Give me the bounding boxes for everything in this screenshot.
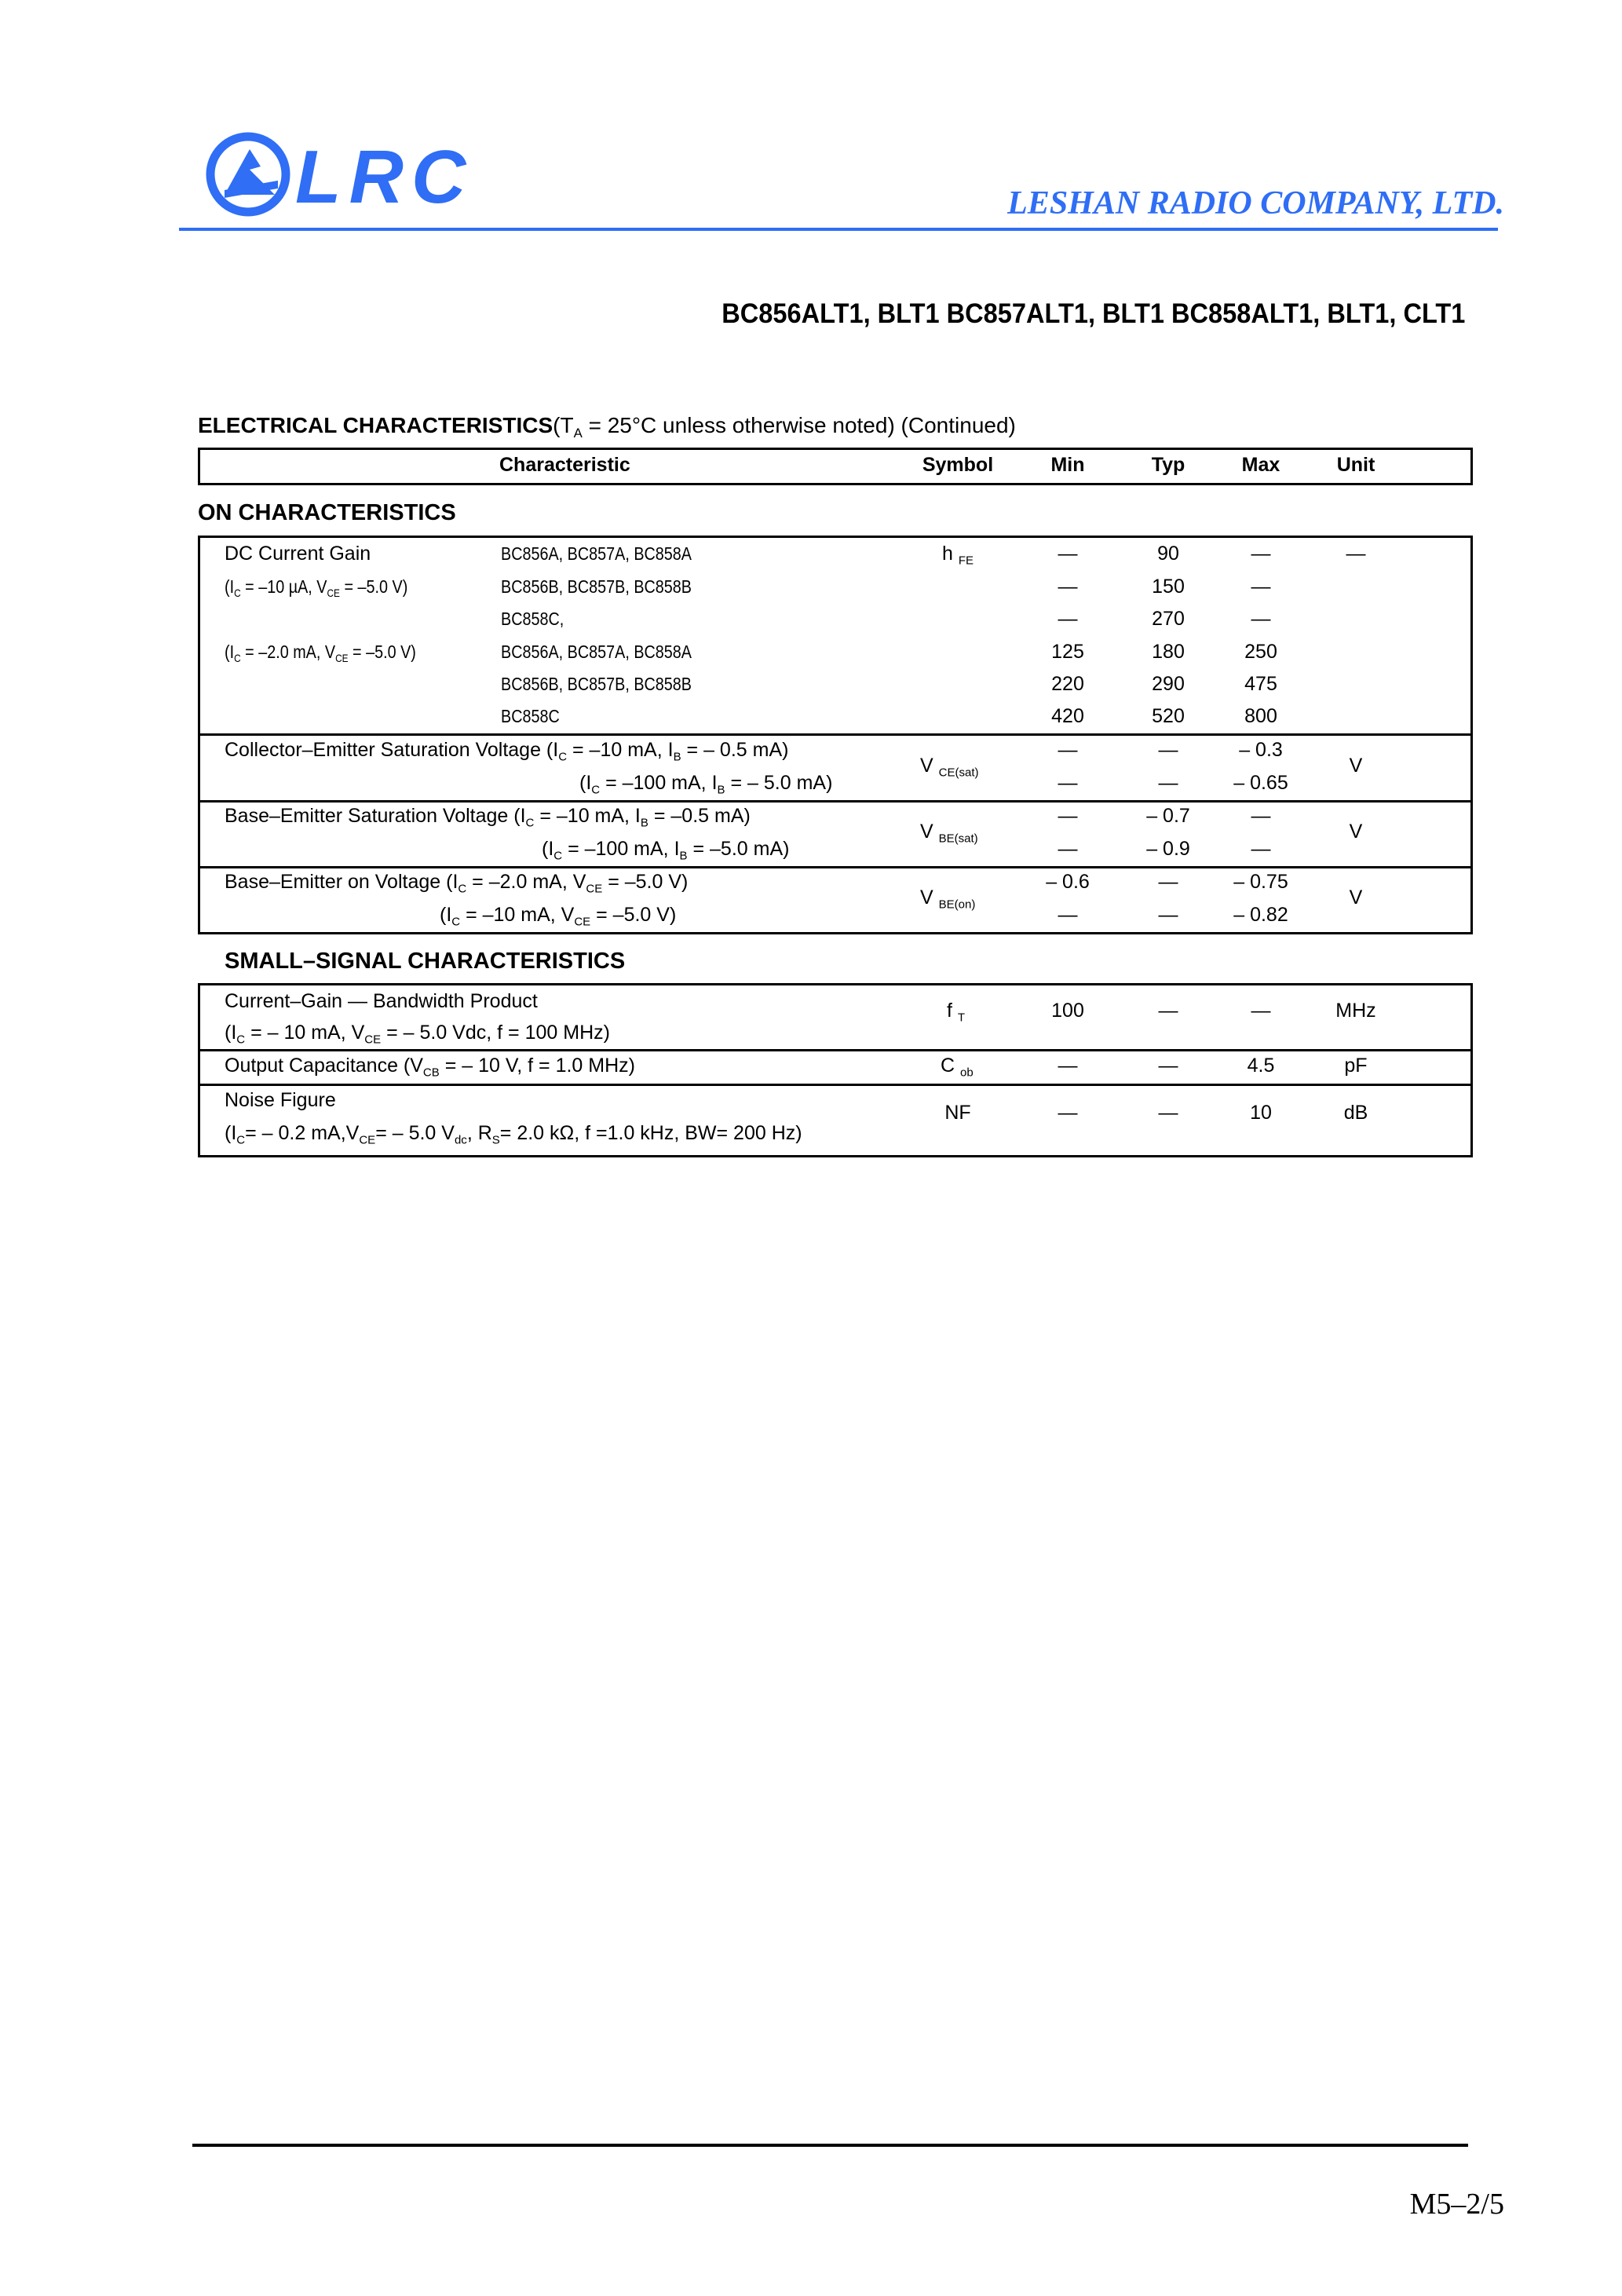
row-divider [198,733,1473,736]
vce-sat-symbol: V $_{CE(sat)}$ [920,755,979,780]
vce-sat-max: – 0.65 [1233,772,1288,794]
vbe-sat-max: — [1251,838,1271,860]
dc-gain-max: 800 [1244,705,1277,727]
lrc-logo [203,126,485,228]
vbe-on-max: – 0.75 [1233,871,1288,893]
vbe-on-line-1: Base–Emitter on Voltage ($I_C = -2.0$ mA, $V_{CE} = -5.0$ V) [225,871,689,896]
nf-min: — [1058,1102,1078,1124]
cob-min: — [1058,1055,1078,1077]
vbe-sat-unit: V [1349,821,1363,843]
cob-unit: pF [1344,1055,1368,1077]
dc-gain-typ: 180 [1152,641,1185,663]
dc-gain-min: 220 [1051,673,1084,695]
dc-gain-max: 475 [1244,673,1277,695]
header-divider [179,228,1498,231]
cob-max: 4.5 [1247,1055,1275,1077]
nf-max: 10 [1250,1102,1272,1124]
page-number: M5–2/5 [1409,2188,1504,2221]
vce-sat-typ: — [1158,772,1178,794]
nf-unit: dB [1343,1102,1368,1124]
dc-gain-max: — [1251,543,1271,565]
dc-gain-device: BC856B, BC857B, BC858B [501,674,692,694]
dc-gain-device: BC858C, [501,609,564,629]
vbe-on-min: – 0.6 [1046,871,1090,893]
vbe-on-symbol: V $_{BE(on)}$ [920,887,976,912]
vbe-on-unit: V [1349,887,1363,909]
ft-unit: MHz [1335,1000,1376,1022]
footer-divider [192,2144,1468,2147]
dc-gain-typ: 150 [1152,576,1185,598]
vce-sat-unit: V [1349,755,1363,777]
vbe-on-min: — [1058,904,1078,926]
company-name: LESHAN RADIO COMPANY, LTD. [1007,185,1504,221]
col-min: Min [1050,454,1085,476]
dc-gain-min: — [1058,543,1078,565]
vbe-sat-typ: – 0.9 [1146,838,1190,860]
vbe-sat-symbol: V $_{BE(sat)}$ [920,821,978,846]
col-characteristic: Characteristic [499,454,630,476]
dc-gain-name: DC Current Gain [225,543,371,565]
dc-gain-device: BC856B, BC857B, BC858B [501,576,692,597]
row-divider [198,1049,1473,1051]
nf-condition: ($I_C= - 0.2$ $mA,V_{CE}= - 5.0$ $V_{dc}$, $R_S= 2.0$ kΩ, f =1.0 kHz, BW= 200 Hz) [225,1122,802,1147]
vce-sat-typ: — [1158,739,1178,761]
dc-gain-max: — [1251,608,1271,630]
dc-gain-typ: 90 [1157,543,1179,565]
vce-sat-min: — [1058,739,1078,761]
row-divider [198,1084,1473,1086]
ft-name: Current–Gain — Bandwidth Product [225,990,538,1012]
dc-gain-device: BC856A, BC857A, BC858A [501,543,692,564]
ft-symbol: f $_T$ [947,1000,966,1025]
vbe-sat-min: — [1058,838,1078,860]
dc-gain-typ: 270 [1152,608,1185,630]
col-symbol: Symbol [922,454,994,476]
cob-symbol: C $_{ob}$ [941,1055,974,1080]
row-divider [198,866,1473,868]
small-signal-label: SMALL–SIGNAL CHARACTERISTICS [225,949,626,974]
dc-gain-symbol: h $_{FE}$ [942,543,974,568]
vbe-on-typ: — [1158,904,1178,926]
dc-gain-typ: 520 [1152,705,1185,727]
row-divider [198,800,1473,803]
dc-gain-cond-2: ($I_C = -2.0$ mA, $V_{CE} = -5.0$ V) [225,642,416,664]
ft-min: 100 [1051,1000,1084,1022]
dc-gain-typ: 290 [1152,673,1185,695]
vbe-sat-max: — [1251,805,1271,827]
dc-gain-min: — [1058,608,1078,630]
dc-gain-unit: — [1346,543,1366,565]
vce-sat-line-1: Collector–Emitter Saturation Voltage ($I_C = -10$ mA, $I_B$ = – 0.5 mA) [225,739,789,764]
ft-condition: ($I_C$ = – 10 mA, $V_{CE}$ = – 5.0 Vdc, f = 100 MHz) [225,1022,610,1047]
col-unit: Unit [1336,454,1375,476]
vbe-on-max: – 0.82 [1233,904,1288,926]
svg-text:LRC: LRC [295,135,474,219]
vbe-sat-min: — [1058,805,1078,827]
col-max: Max [1241,454,1280,476]
vce-sat-max: – 0.3 [1239,739,1283,761]
nf-typ: — [1158,1102,1178,1124]
vbe-on-line-2: ($I_C = -10$ mA, $V_{CE} = -5.0$ V) [440,904,677,929]
nf-name: Noise Figure [225,1089,336,1111]
vce-sat-min: — [1058,772,1078,794]
nf-symbol: NF [944,1102,971,1124]
dc-gain-max: — [1251,576,1271,598]
col-typ: Typ [1151,454,1185,476]
dc-gain-max: 250 [1244,641,1277,663]
dc-gain-min: 420 [1051,705,1084,727]
vbe-sat-line-2: ($I_C = -100$ mA, $I_B = -5.0$ mA) [542,838,790,863]
ft-max: — [1251,1000,1271,1022]
dc-gain-cond-1: ($I_C = -10$ µA, $V_{CE} = -5.0$ V) [225,576,408,599]
vbe-on-typ: — [1158,871,1178,893]
dc-gain-device: BC856A, BC857A, BC858A [501,642,692,662]
cob-line: Output Capacitance ($V_{CB}$ = – 10 V, f = 1.0 MHz) [225,1055,635,1080]
vce-sat-line-2: ($I_C = -100$ mA, $I_B$ = – 5.0 mA) [579,772,833,797]
dc-gain-device: BC858C [501,706,560,726]
on-characteristics-label: ON CHARACTERISTICS [198,500,456,525]
ft-typ: — [1158,1000,1178,1022]
section-title: ELECTRICAL $CHARACTERISTICS(T_A = 25^\circ C$ unless otherwise noted) (Continued) [198,413,1016,441]
dc-gain-min: 125 [1051,641,1084,663]
cob-typ: — [1158,1055,1178,1077]
part-title: BC856ALT1, BLT1 BC857ALT1, BLT1 BC858ALT1, BLT1, CLT1 [721,298,1465,329]
vbe-sat-typ: – 0.7 [1146,805,1190,827]
vbe-sat-line-1: Base–Emitter Saturation Voltage ($I_C = -10$ mA, $I_B = -0.5$ mA) [225,805,751,830]
dc-gain-min: — [1058,576,1078,598]
